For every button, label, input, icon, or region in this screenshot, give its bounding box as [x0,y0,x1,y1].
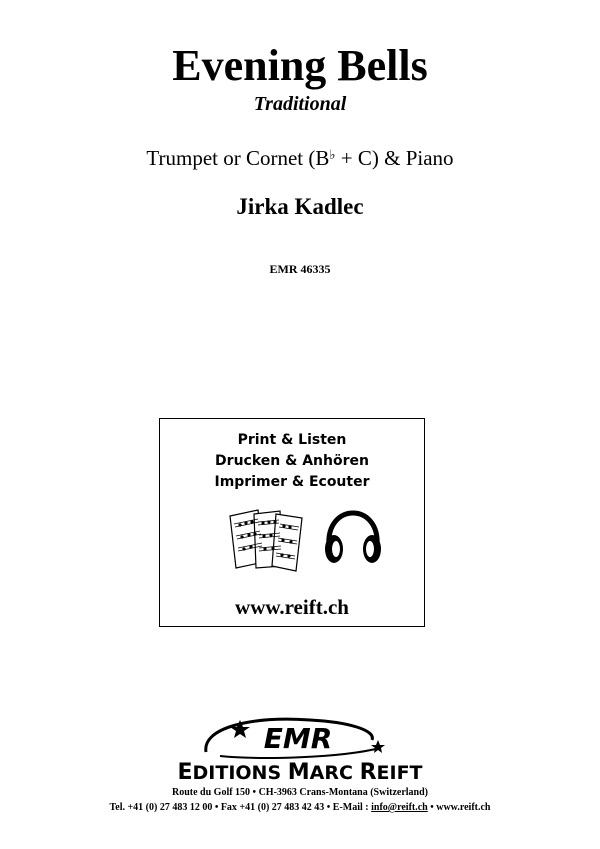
promo-line-german: Drucken & Anhören [215,453,369,469]
email-link[interactable]: info@reift.ch [371,802,428,813]
website-url[interactable]: www.reift.ch [235,595,349,619]
instrumentation [0,142,600,171]
publisher-initial-e: E [177,760,193,785]
instrument-prefix: Trumpet or Cornet (B [146,146,330,170]
score-subtitle: Traditional [253,93,347,115]
print-listen-box [159,418,425,627]
contact-phone-fax: Tel. +41 (0) 27 483 12 00 • Fax +41 (0) 27 483 42 43 • E-Mail : [109,802,372,813]
score-title: Evening Bells [172,41,428,90]
emr-logo [200,712,390,760]
publisher-initial-m: M [287,760,310,785]
publisher-word-reift: EIFT [376,762,423,784]
promo-line-french: Imprimer & Ecouter [214,474,370,490]
publisher-contacts [0,802,600,814]
instrument-suffix: + C) & Piano [335,146,454,170]
publisher-word-marc: ARC [309,762,360,784]
publisher-address: Route du Golf 150 • CH-3963 Crans-Montana (Switzerland) [172,787,428,798]
headphones-icon [321,509,385,567]
publisher-word-editions: DITIONS [192,762,288,784]
catalog-number: EMR 46335 [269,262,331,276]
promo-line-english: Print & Listen [237,432,347,448]
composer-name: Jirka Kadlec [236,194,364,219]
sheet-music-icon [228,508,310,572]
flat-symbol: ♭ [329,147,336,162]
publisher-name [0,762,600,784]
publisher-initial-r: R [359,760,377,785]
contact-website[interactable]: • www.reift.ch [427,802,491,813]
logo-text: EMR [263,722,333,755]
